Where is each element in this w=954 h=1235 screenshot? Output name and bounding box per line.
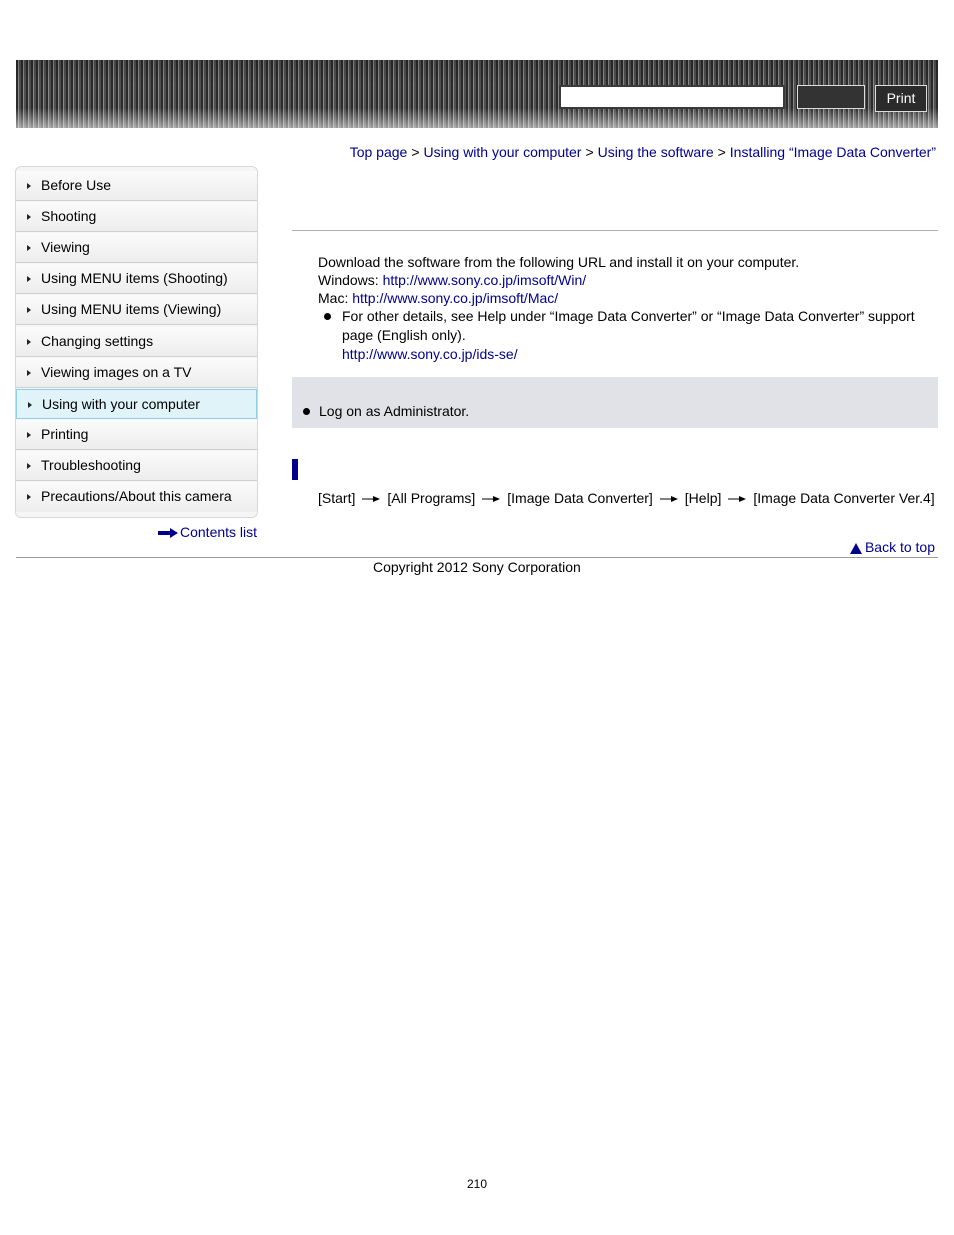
mac-label: Mac: [318,290,349,306]
sidebar-item-label: Viewing images on a TV [41,364,192,380]
breadcrumb-separator: > [717,144,726,160]
contents-list-label: Contents list [180,524,258,540]
windows-url-link[interactable]: http://www.sony.co.jp/imsoft/Win/ [382,272,587,288]
print-button[interactable]: Print [875,85,927,112]
path-step: [Help] [684,490,722,506]
breadcrumb-current-page[interactable]: Installing “Image Data Converter” [729,144,936,160]
sidebar-item-before-use[interactable] [16,171,257,201]
arrow-right-icon [362,495,380,503]
contents-list-link[interactable] [158,524,257,540]
sidebar-item-label: Before Use [41,177,112,193]
sidebar-item-label: Using MENU items (Viewing) [41,301,222,317]
mac-line [318,289,799,307]
sidebar-item-label: Using MENU items (Shooting) [41,270,228,286]
footer-divider [16,557,938,558]
title-divider [292,230,938,231]
sidebar-item-viewing[interactable] [16,233,257,263]
arrow-right-icon [27,463,31,469]
sidebar-item-label: Printing [41,426,89,442]
sidebar-item-shooting[interactable] [16,202,257,232]
sidebar-item-label: Changing settings [41,333,154,349]
sidebar-item-label: Shooting [41,208,97,224]
note-box [292,377,938,428]
back-to-top-label: Back to top [864,539,935,555]
intro-text: Download the software from the following URL and install it on your computer. [318,254,800,270]
path-step: [Image Data Converter Ver.4] [753,490,935,506]
arrow-right-icon [28,402,32,408]
sidebar-item-label: Viewing [41,239,90,255]
breadcrumb-top-page[interactable]: Top page [349,144,408,160]
arrow-right-icon [158,528,178,538]
arrow-right-icon [27,183,31,189]
sidebar-item-printing[interactable] [16,420,257,450]
arrow-right-icon [27,494,31,500]
arrow-right-icon [27,307,31,313]
sidebar-item-changing-settings[interactable] [16,327,257,357]
sidebar-item-using-with-computer[interactable] [16,389,257,419]
arrow-right-icon [27,370,31,376]
header-banner [16,60,938,128]
arrow-right-icon [27,245,31,251]
breadcrumb [350,144,936,160]
sidebar-item-viewing-on-tv[interactable] [16,358,257,388]
arrow-right-icon [27,339,31,345]
path-step: [Start] [318,490,356,506]
arrow-right-icon [27,276,31,282]
details-list-item [318,307,918,364]
breadcrumb-using-with-computer[interactable]: Using with your computer [423,144,582,160]
sidebar-item-label: Precautions/About this camera [41,488,232,504]
breadcrumb-separator: > [585,144,594,160]
help-menu-path [318,490,935,506]
arrow-right-icon [27,432,31,438]
breadcrumb-separator: > [411,144,420,160]
triangle-up-icon [850,543,862,554]
arrow-right-icon [27,214,31,220]
page-number: 210 [466,1177,488,1191]
arrow-right-icon [482,495,500,503]
arrow-right-icon [728,495,746,503]
breadcrumb-using-software[interactable]: Using the software [597,144,714,160]
path-step: [All Programs] [387,490,476,506]
details-url-link[interactable]: http://www.sony.co.jp/ids-se/ [342,346,518,362]
sidebar-item-label: Troubleshooting [41,457,141,473]
back-to-top-link[interactable] [850,539,935,555]
bullet-icon [303,408,310,415]
sidebar-nav [15,166,258,518]
bullet-icon [324,313,331,320]
sidebar-item-troubleshooting[interactable] [16,451,257,481]
windows-label: Windows: [318,272,379,288]
mac-url-link[interactable]: http://www.sony.co.jp/imsoft/Mac/ [352,290,559,306]
section-heading-marker [292,459,298,480]
search-input[interactable] [559,85,785,109]
arrow-right-icon [660,495,678,503]
sidebar-item-menu-shooting[interactable] [16,264,257,294]
install-instructions [318,253,799,307]
sidebar-item-precautions[interactable] [16,482,257,512]
copyright-text: Copyright 2012 Sony Corporation [373,559,581,575]
sidebar-item-menu-viewing[interactable] [16,295,257,325]
path-step: [Image Data Converter] [507,490,653,506]
search-button[interactable] [797,85,865,109]
sidebar-item-label: Using with your computer [42,396,200,412]
note-text: Log on as Administrator. [319,403,470,419]
windows-line [318,271,799,289]
details-text: For other details, see Help under “Image Data Converter” or “Image Data Converter” support page (English only). [342,308,915,343]
